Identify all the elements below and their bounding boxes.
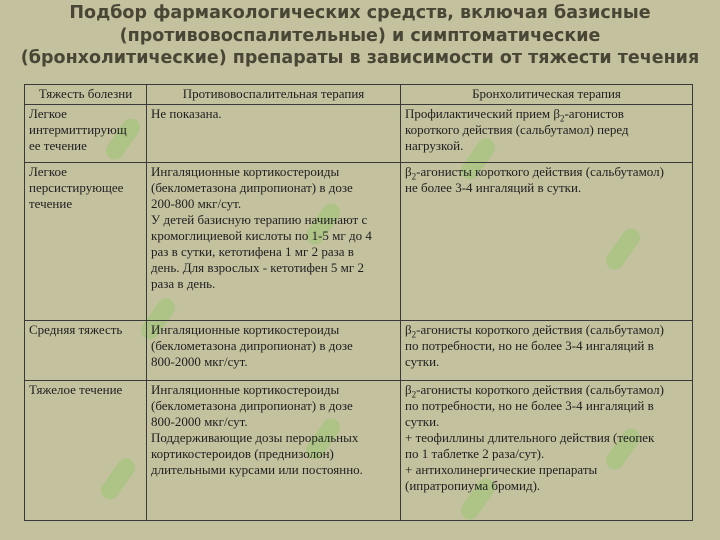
bronchodilator-cell [401, 163, 693, 321]
header-bronchodilator: Бронхолитическая терапия [401, 85, 693, 105]
cell-line: ее течение [29, 138, 87, 153]
cell-line: раз в сутки, кетотифена 1 мг 2 раза в [151, 244, 354, 259]
cell-line: день. Для взрослых - кетотифен 5 мг 2 [151, 260, 364, 275]
cell-line: + теофиллины длительного действия (теопек [405, 430, 655, 445]
cell-line: Средняя тяжесть [29, 322, 123, 337]
table-row [25, 321, 693, 381]
cell-line: $\beta_2$-агонисты короткого действия (сальбутамол) [405, 382, 664, 400]
cell-line: персистирующее [29, 180, 124, 195]
bronchodilator-cell [401, 321, 693, 381]
cell-line: по 1 таблетке 2 раза/сут). [405, 446, 545, 461]
cell-line: (беклометазона дипропионат) в дозе [151, 180, 353, 195]
table-header-row [25, 85, 693, 105]
cell-line: кромоглициевой кислоты по 1-5 мг до 4 [151, 228, 372, 243]
cell-line: Тяжелое течение [29, 382, 123, 397]
cell-line: не более 3-4 ингаляций в сутки. [405, 180, 582, 195]
cell-line: 800-2000 мкг/сут. [151, 354, 248, 369]
cell-line: Ингаляционные кортикостероиды [151, 382, 340, 397]
bronchodilator-cell [401, 105, 693, 163]
cell-line: Не показана. [151, 106, 222, 121]
cell-line: короткого действия (сальбутамол) перед [405, 122, 629, 137]
cell-line: Профилактический прием $\beta_2$-агонистов [405, 106, 624, 124]
therapy-table [24, 84, 693, 521]
cell-line: интермиттирующ [29, 122, 127, 137]
cell-line: по потребности, но не более 3-4 ингаляций в [405, 338, 654, 353]
table-row [25, 163, 693, 321]
cell-line: + антихолинергические препараты [405, 462, 598, 477]
title-line: (бронхолитические) препараты в зависимости от тяжести течения [20, 48, 700, 68]
cell-line: (ипратропиума бромид). [405, 478, 541, 493]
cell-line: $\beta_2$-агонисты короткого действия (сальбутамол) [405, 322, 664, 340]
title-line: Подбор фармакологических средств, включая базисные [69, 3, 651, 23]
severity-cell [25, 163, 147, 321]
cell-line: У детей базисную терапию начинают с [151, 212, 368, 227]
cell-line: течение [29, 196, 73, 211]
title-line: (противовоспалительные) и симптоматические [119, 25, 601, 46]
antiinflammatory-cell [147, 321, 401, 381]
antiinflammatory-cell [147, 163, 401, 321]
cell-line: нагрузкой. [405, 138, 464, 153]
severity-cell [25, 105, 147, 163]
severity-cell [25, 381, 147, 521]
cell-line: сутки. [405, 354, 440, 369]
header-severity: Тяжесть болезни [25, 85, 147, 105]
cell-line: $\beta_2$-агонисты короткого действия (сальбутамол) [405, 164, 664, 182]
cell-line: кортикостероидов (преднизолон) [151, 446, 334, 461]
cell-line: 200-800 мкг/сут. [151, 196, 242, 211]
cell-line: Ингаляционные кортикостероиды [151, 164, 340, 179]
cell-line: Легкое [29, 164, 67, 179]
cell-line: 800-2000 мкг/сут. [151, 414, 248, 429]
cell-line: раза в день. [151, 276, 216, 291]
bronchodilator-cell [401, 381, 693, 521]
antiinflammatory-cell [147, 381, 401, 521]
cell-line: сутки. [405, 414, 440, 429]
table-row [25, 105, 693, 163]
severity-cell [25, 321, 147, 381]
cell-line: Легкое [29, 106, 67, 121]
table-row [25, 381, 693, 521]
cell-line: (беклометазона дипропионат) в дозе [151, 398, 353, 413]
cell-line: длительными курсами или постоянно. [151, 462, 363, 477]
header-antiinflammatory: Противовоспалительная терапия [147, 85, 401, 105]
cell-line: по потребности, но не более 3-4 ингаляций в [405, 398, 654, 413]
page-title [0, 2, 720, 70]
antiinflammatory-cell [147, 105, 401, 163]
cell-line: (беклометазона дипропионат) в дозе [151, 338, 353, 353]
cell-line: Ингаляционные кортикостероиды [151, 322, 340, 337]
cell-line: Поддерживающие дозы пероральных [151, 430, 359, 445]
